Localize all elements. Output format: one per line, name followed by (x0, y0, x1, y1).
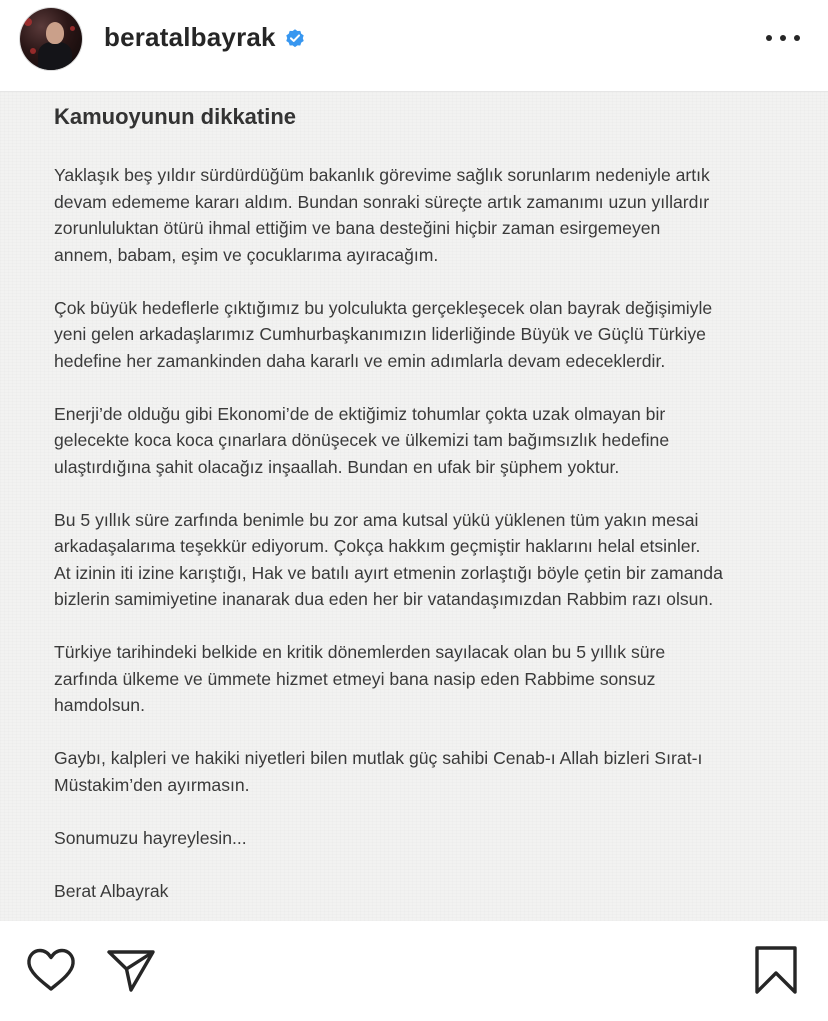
heart-icon[interactable] (26, 947, 76, 993)
letter-line: Gaybı, kalpleri ve hakiki niyetleri bilen mutlak güç sahibi Cenab-ı Allah bizleri Sırat-ı (54, 748, 703, 768)
letter-line: ulaştırdığına şahit olacağız inşaallah. Bundan en ufak bir şüphem yoktur. (54, 456, 620, 477)
letter-line: Bu 5 yıllık süre zarfında benimle bu zor ama kutsal yükü yüklenen tüm yakın mesai (54, 509, 699, 530)
letter-line: Çok büyük hedeflerle çıktığımız bu yolculukta gerçekleşecek olan bayrak değişimiyle (54, 297, 713, 318)
letter-signature: Berat Albayrak (54, 880, 169, 901)
more-options-icon[interactable] (766, 24, 800, 52)
post-image[interactable] (0, 92, 828, 921)
more-dot (766, 35, 772, 41)
action-bar (0, 921, 828, 1021)
letter-line: yeni gelen arkadaşlarımız Cumhurbaşkanımızın liderliğinde Büyük ve Güçlü Türkiye (54, 324, 706, 344)
letter-line: bizlerin samimiyetine inanarak dua eden her bir vatandaşımızdan Rabbim razı olsun. (54, 589, 714, 609)
letter-line: zorunluluktan ötürü ihmal ettiğim ve bana desteğini hiçbir zaman esirgemeyen (54, 218, 661, 238)
letter-paragraph (54, 825, 794, 852)
avatar-bokeh-spot (30, 48, 36, 54)
avatar-bokeh-spot (24, 18, 32, 26)
verified-badge-icon (284, 27, 306, 49)
letter-line: zarfında ülkeme ve ümmete hizmet etmeyi bana nasip eden Rabbime sonsuz (54, 668, 656, 689)
letter-line: Sonumuzu hayreylesin... (54, 827, 247, 848)
letter-paragraph (54, 295, 794, 375)
letter-line: arkadaşalarıma teşekkür ediyorum. Çokça hakkım geçmiştir haklarını helal etsinler. (54, 536, 701, 556)
post-header (0, 0, 828, 92)
letter-line: Enerji’de olduğu gibi Ekonomi’de de ektiğimiz tohumlar çokta uzak olmayan bir (54, 403, 666, 424)
letter (54, 104, 794, 904)
letter-line: hedefine her zamankinden daha kararlı ve emin adımlarla devam edeceklerdir. (54, 350, 666, 371)
letter-line: gelecekte koca koca çınarlara dönüşecek ve ülkemizi tam bağımsızlık hedefine (54, 430, 670, 450)
letter-paragraph (54, 507, 794, 613)
avatar[interactable] (20, 8, 82, 70)
letter-line: Müstakim’den ayırmasın. (54, 774, 250, 795)
letter-paragraph (54, 639, 794, 719)
letter-paragraph (54, 162, 794, 268)
letter-line: At izinin iti izine karıştığı, Hak ve batılı ayırt etmenin zorlaştığı böyle çetin bir zamanda (54, 562, 723, 583)
letter-paragraph (54, 745, 794, 798)
letter-title: Kamuoyunun dikkatine (54, 104, 297, 129)
username-link[interactable]: beratalbayrak (104, 22, 276, 52)
letter-line: devam edememe kararı aldım. Bundan sonraki süreçte artık zamanımı uzun yıllardır (54, 191, 710, 212)
letter-body (54, 162, 794, 851)
more-dot (780, 35, 786, 41)
letter-line: Türkiye tarihindeki belkide en kritik dönemlerden sayılacak olan bu 5 yıllık süre (54, 642, 666, 662)
letter-line: annem, babam, eşim ve çocuklarıma ayıracağım. (54, 244, 439, 265)
letter-line: hamdolsun. (54, 695, 145, 715)
avatar-figure-face (46, 22, 64, 44)
more-dot (794, 35, 800, 41)
bookmark-icon[interactable] (752, 945, 800, 995)
letter-paragraph (54, 401, 794, 481)
avatar-figure-body (38, 42, 72, 70)
letter-line: Yaklaşık beş yıldır sürdürdüğüm bakanlık görevime sağlık sorunlarım nedeniyle artık (54, 165, 710, 185)
send-icon[interactable] (106, 947, 156, 993)
username-wrap (104, 22, 306, 53)
avatar-bokeh-spot (70, 26, 75, 31)
